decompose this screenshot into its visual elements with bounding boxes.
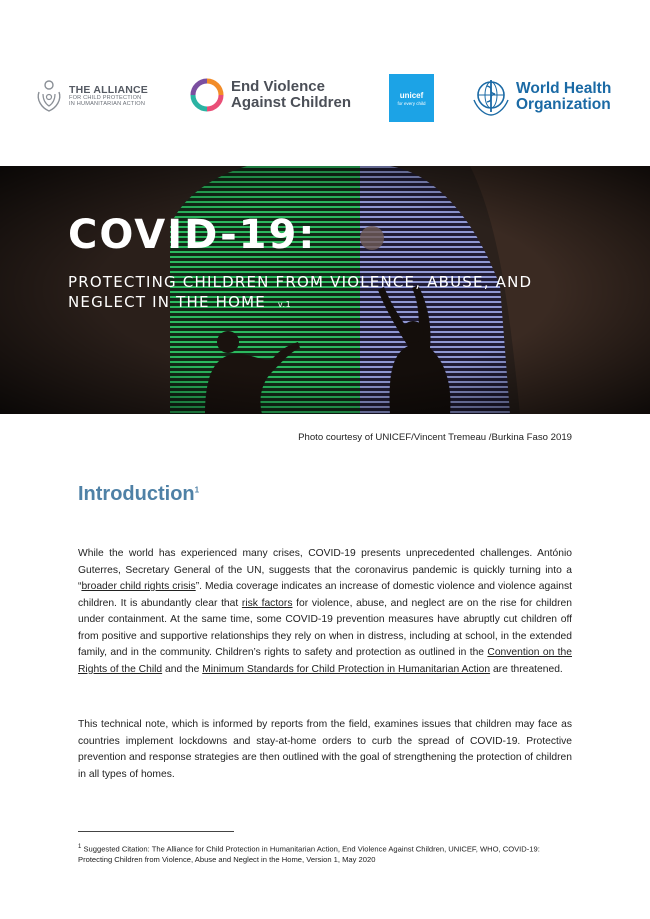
text-run: are threatened. (490, 663, 563, 675)
link-broader-child-rights-crisis[interactable]: broader child rights crisis (81, 581, 196, 592)
text-run: and the (162, 663, 203, 675)
heading-text: Introduction (78, 483, 195, 505)
footnote-text: Suggested Citation: The Alliance for Child Protection in Humanitarian Action, End Violence Against Children, UNICEF, WHO, COVID-19: Protecting Children from Violence, Abuse and Neglect in the Home, Version 1, May 2020 (78, 844, 540, 864)
who-line-2: Organization (516, 96, 611, 113)
alliance-logo (34, 78, 148, 114)
cover-banner (0, 166, 650, 414)
link-minimum-standards[interactable]: Minimum Standards for Child Protection in Humanitarian Action (202, 663, 491, 675)
unicef-name: unicef (399, 90, 424, 100)
cover-subtitle (68, 272, 532, 315)
end-violence-logo (190, 78, 351, 112)
footnote (78, 842, 572, 865)
cover-title: COVID-19: (68, 212, 317, 258)
alliance-name: THE ALLIANCE (69, 83, 149, 96)
text-run: ”. Media coverage indicates an increase of domestic violence and violence against children. It is abundantly clear that (78, 581, 572, 609)
who-logo (470, 76, 611, 118)
photo-credit: Photo courtesy of UNICEF/Vincent Tremeau /Burkina Faso 2019 (298, 432, 572, 443)
end-violence-line-2: Against Children (231, 94, 352, 111)
cover-subtitle-line-1: PROTECTING CHILDREN FROM VIOLENCE, ABUSE, AND (68, 273, 533, 291)
unicef-logo (389, 74, 434, 122)
who-line-1: World Health (516, 79, 612, 97)
footnote-number: 1 (78, 844, 82, 850)
text-run: While the world has experienced many crises, COVID-19 presents unprecedented challenges. António Guterres, Secretary General of the UN, suggests that the coronavirus pandemic is quickly turning into a “ (78, 548, 572, 592)
unicef-tagline: for every child (397, 100, 426, 106)
intro-paragraph-1 (78, 546, 572, 678)
who-emblem-icon (470, 76, 512, 118)
footnote-reference[interactable]: 1 (194, 485, 200, 495)
alliance-tagline-2: IN HUMANITARIAN ACTION (69, 100, 146, 107)
version-label: v.1 (277, 300, 292, 309)
text-run: for violence, abuse, and neglect are on the rise for children under containment. At the same time, some COVID-19 prevention measures have abruptly cut children off from positive and supportive relationships they rely on when in distress, including at school, in the extended family, and in the community. Children’s rights to safety and protection as outlined in the (78, 597, 572, 658)
intro-paragraph-2: This technical note, which is informed by reports from the field, examines issues that children may face as countries implement lockdowns and stay-at-home orders to curb the spread of COVID-19. Protective prevention and response strategies are then outlined with the goal of strengthening the protection of children in all types of homes. (78, 719, 572, 780)
alliance-emblem-icon (34, 78, 64, 114)
end-violence-line-1: End Violence (231, 78, 325, 96)
partner-logos (0, 72, 650, 132)
link-risk-factors[interactable]: risk factors (241, 597, 293, 609)
end-violence-ring-icon (190, 78, 224, 112)
footnote-divider (78, 831, 234, 832)
alliance-tagline-1: FOR CHILD PROTECTION (69, 94, 142, 101)
link-convention-rights-child[interactable]: Convention on the Rights of the Child (78, 647, 572, 675)
cover-subtitle-line-2: NEGLECT IN THE HOME (68, 293, 266, 311)
introduction-heading (78, 483, 199, 506)
